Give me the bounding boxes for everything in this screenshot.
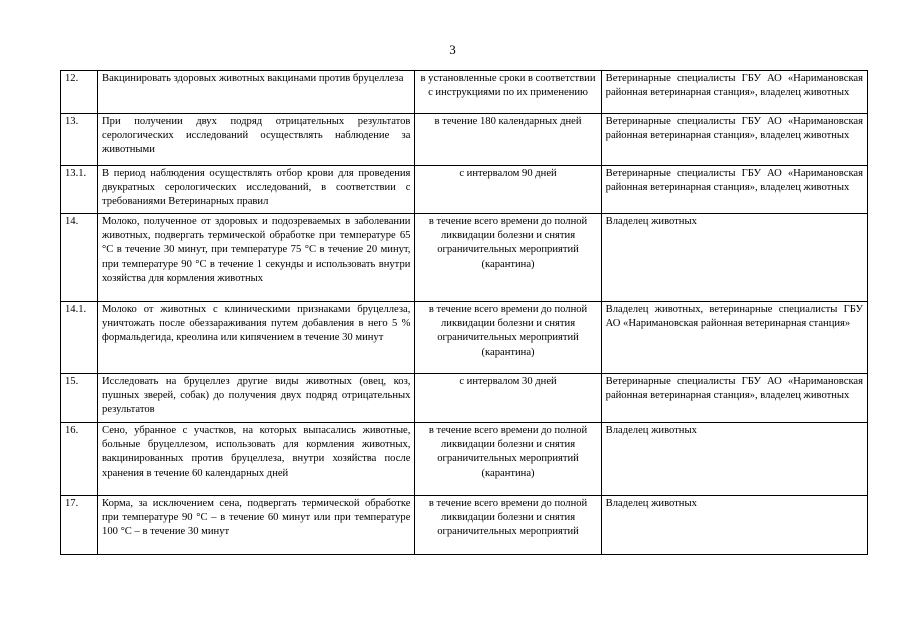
table-row	[61, 496, 868, 555]
row-responsible: Владелец животных	[601, 423, 867, 496]
row-responsible: Ветеринарные специалисты ГБУ АО «Наримановская районная ветеринарная станция», владелец животных	[601, 166, 867, 214]
row-number: 15.	[61, 374, 98, 423]
row-action: Корма, за исключением сена, подвергать термической обработке при температуре 90 °С – в течение 60 минут или при температуре 100 °С – в течение 30 минут	[98, 496, 415, 555]
row-term: в течение всего времени до полной ликвидации болезни и снятия ограничительных мероприятий (карантина)	[415, 423, 601, 496]
row-responsible: Владелец животных, ветеринарные специалисты ГБУ АО «Наримановская районная ветеринарная станция»	[601, 302, 867, 374]
row-number: 13.	[61, 114, 98, 166]
row-action: В период наблюдения осуществлять отбор крови для проведения двукратных серологических исследований, в соответствии с требованиями Ветеринарных правил	[98, 166, 415, 214]
table-row	[61, 214, 868, 302]
row-term: в течение всего времени до полной ликвидации болезни и снятия ограничительных мероприятий	[415, 496, 601, 555]
row-number: 16.	[61, 423, 98, 496]
row-term: в течение 180 календарных дней	[415, 114, 601, 166]
measures-table	[60, 70, 868, 555]
row-action: Молоко от животных с клиническими признаками бруцеллеза, уничтожать после обеззараживания путем добавления в него 5 % формальдегида, креолина или кипячением в течение 30 минут	[98, 302, 415, 374]
row-term: в течение всего времени до полной ликвидации болезни и снятия ограничительных мероприятий (карантина)	[415, 214, 601, 302]
row-number: 17.	[61, 496, 98, 555]
row-term: с интервалом 30 дней	[415, 374, 601, 423]
table-row	[61, 423, 868, 496]
table-row	[61, 374, 868, 423]
row-action: Вакцинировать здоровых животных вакцинами против бруцеллеза	[98, 71, 415, 114]
row-responsible: Ветеринарные специалисты ГБУ АО «Наримановская районная ветеринарная станция», владелец животных	[601, 71, 867, 114]
page-number: 3	[449, 42, 456, 57]
table-row	[61, 166, 868, 214]
row-responsible: Ветеринарные специалисты ГБУ АО «Наримановская районная ветеринарная станция», владелец животных	[601, 374, 867, 423]
row-number: 13.1.	[61, 166, 98, 214]
row-term: в течение всего времени до полной ликвидации болезни и снятия ограничительных мероприятий (карантина)	[415, 302, 601, 374]
row-number: 14.1.	[61, 302, 98, 374]
row-term: с интервалом 90 дней	[415, 166, 601, 214]
row-term: в установленные сроки в соответствии с инструкциями по их применению	[415, 71, 601, 114]
table-row	[61, 71, 868, 114]
table-row	[61, 302, 868, 374]
row-responsible: Владелец животных	[601, 496, 867, 555]
row-number: 12.	[61, 71, 98, 114]
row-action: Исследовать на бруцеллез другие виды животных (овец, коз, пушных зверей, собак) до получения двух подряд отрицательных результатов	[98, 374, 415, 423]
row-number: 14.	[61, 214, 98, 302]
row-action: При получении двух подряд отрицательных результатов серологических исследований осуществлять наблюдение за животными	[98, 114, 415, 166]
table-row	[61, 114, 868, 166]
row-action: Сено, убранное с участков, на которых выпасались животные, больные бруцеллезом, использовать для кормления животных, вакцинированных против бруцеллеза, внутри хозяйства после хранения в течение 60 календарных дней	[98, 423, 415, 496]
row-responsible: Ветеринарные специалисты ГБУ АО «Наримановская районная ветеринарная станция», владелец животных	[601, 114, 867, 166]
row-action: Молоко, полученное от здоровых и подозреваемых в заболевании животных, подвергать термической обработке при температуре 65 °С в течение 30 минут, при температуре 75 °С в течение 20 минут, при температуре 90 °С в течение 1 секунды и использовать внутри хозяйства для кормления животных	[98, 214, 415, 302]
row-responsible: Владелец животных	[601, 214, 867, 302]
